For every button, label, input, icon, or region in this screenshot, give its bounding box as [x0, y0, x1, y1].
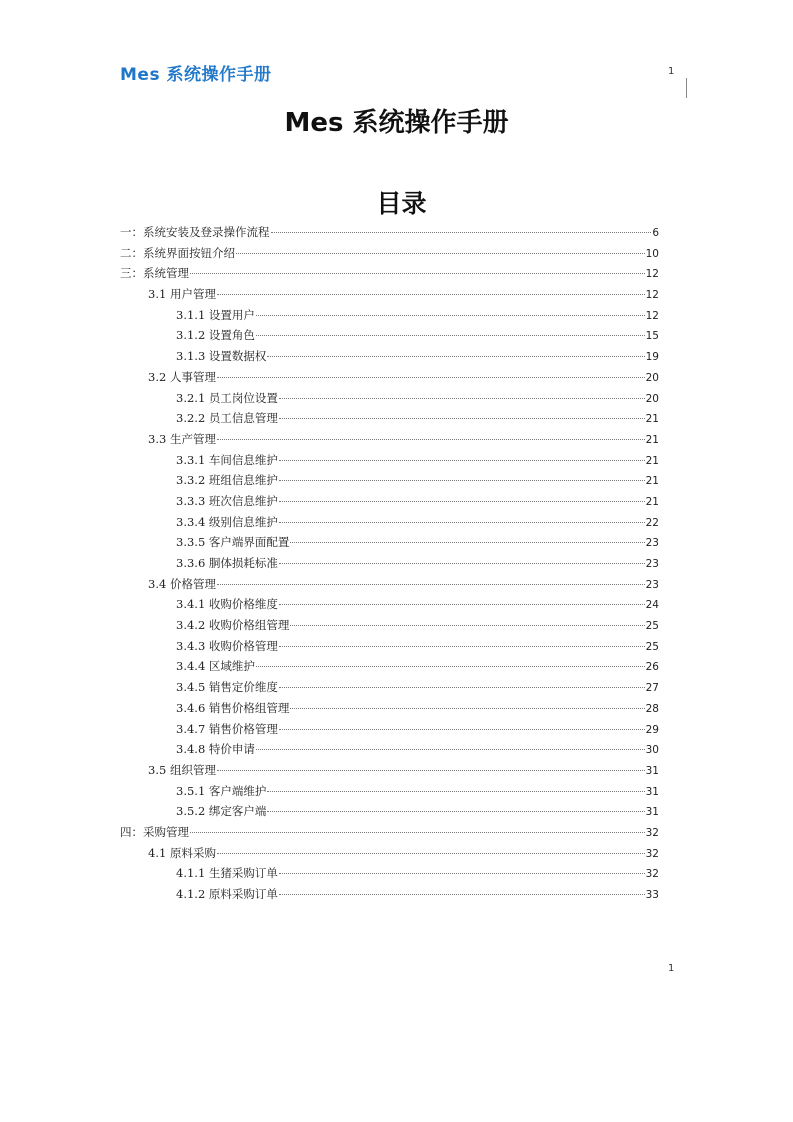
- toc-leader-dots: [279, 686, 645, 688]
- toc-entry-label: 3.3.2 班组信息维护: [176, 473, 278, 488]
- toc-entry-page: 27: [645, 682, 659, 695]
- toc-leader-dots: [271, 231, 652, 233]
- toc-entry-label: 三：系统管理: [120, 266, 189, 281]
- toc-entry-page: 26: [645, 661, 659, 674]
- toc-entry[interactable]: [120, 470, 659, 491]
- toc-leader-dots: [190, 272, 645, 274]
- toc-entry-page: 33: [645, 889, 659, 901]
- toc-entry-page: 30: [645, 744, 659, 757]
- toc-leader-dots: [290, 707, 644, 709]
- toc-heading: 目录: [376, 189, 427, 218]
- toc-entry-label: 3.1.2 设置角色: [176, 328, 255, 343]
- toc-entry[interactable]: [120, 781, 659, 802]
- toc-entry[interactable]: [120, 367, 659, 388]
- toc-entry-page: 22: [645, 516, 659, 529]
- toc-entry-label: 3.5.1 客户端维护: [176, 783, 267, 798]
- toc-entry-page: 21: [645, 475, 659, 488]
- toc-entry-page: 29: [645, 723, 659, 736]
- toc-entry-label: 3.4 价格管理: [148, 576, 216, 591]
- toc-entry-label: 3.4.1 收购价格维度: [176, 597, 278, 612]
- toc-entry-label: 4.1.1 生猪采购订单: [176, 866, 278, 881]
- toc-leader-dots: [256, 334, 645, 336]
- header-page-number: 1: [668, 66, 675, 77]
- toc-entry-label: 3.4.8 特价申请: [176, 742, 255, 757]
- toc-entry-page: 32: [645, 826, 659, 839]
- toc-leader-dots: [279, 500, 645, 502]
- toc-leader-dots: [290, 624, 644, 626]
- toc-entry[interactable]: [120, 450, 659, 471]
- toc-entry-label: 3.4.5 销售定价维度: [176, 680, 278, 695]
- toc-leader-dots: [279, 603, 645, 605]
- toc-entry[interactable]: [120, 305, 659, 326]
- toc-entry-label: 4.1.2 原料采购订单: [176, 887, 278, 901]
- table-of-contents: [120, 222, 659, 905]
- toc-entry[interactable]: [120, 677, 659, 698]
- toc-leader-dots: [279, 562, 645, 564]
- toc-leader-dots: [279, 397, 645, 399]
- header-divider: [686, 78, 687, 98]
- toc-leader-dots: [190, 831, 645, 833]
- toc-entry-label: 一：系统安装及登录操作流程: [120, 225, 270, 239]
- toc-entry[interactable]: [120, 408, 659, 429]
- toc-leader-dots: [217, 293, 645, 295]
- toc-leader-dots: [279, 459, 645, 461]
- header-title: Mes 系统操作手册: [120, 65, 272, 85]
- toc-entry[interactable]: [120, 574, 659, 595]
- toc-entry-page: 23: [645, 537, 659, 550]
- toc-entry[interactable]: [120, 429, 659, 450]
- toc-entry-label: 3.5 组织管理: [148, 762, 216, 777]
- toc-entry-page: 21: [645, 433, 659, 446]
- toc-entry-label: 二：系统界面按钮介绍: [120, 245, 235, 260]
- toc-entry-page: 21: [645, 495, 659, 508]
- toc-entry[interactable]: [120, 284, 659, 305]
- toc-leader-dots: [279, 521, 645, 523]
- footer-page-number: 1: [668, 963, 675, 974]
- toc-leader-dots: [256, 748, 645, 750]
- toc-entry[interactable]: [120, 594, 659, 615]
- toc-entry-label: 3.3 生产管理: [148, 431, 216, 446]
- toc-entry[interactable]: [120, 822, 659, 843]
- toc-entry-page: 20: [645, 392, 659, 405]
- toc-entry[interactable]: [120, 719, 659, 740]
- toc-entry-page: 20: [645, 371, 659, 384]
- toc-entry-label: 3.4.2 收购价格组管理: [176, 618, 290, 633]
- toc-entry-page: 19: [645, 351, 659, 364]
- document-title: Mes 系统操作手册: [284, 108, 509, 138]
- toc-entry-label: 3.3.3 班次信息维护: [176, 493, 278, 508]
- toc-entry-page: 12: [645, 309, 659, 322]
- toc-leader-dots: [256, 665, 645, 667]
- toc-leader-dots: [279, 893, 645, 895]
- toc-entry-page: 12: [645, 289, 659, 302]
- toc-entry-label: 3.1.3 设置数据权: [176, 349, 267, 364]
- toc-entry-label: 四：采购管理: [120, 824, 189, 839]
- toc-entry-page: 21: [645, 454, 659, 467]
- toc-entry-page: 21: [645, 413, 659, 426]
- toc-entry-label: 3.4.4 区域维护: [176, 659, 255, 674]
- toc-entry[interactable]: [120, 553, 659, 574]
- toc-entry-page: 31: [645, 764, 659, 777]
- toc-leader-dots: [217, 769, 645, 771]
- toc-entry[interactable]: [120, 388, 659, 409]
- toc-entry[interactable]: [120, 843, 659, 864]
- toc-entry[interactable]: [120, 243, 659, 264]
- toc-entry-page: 31: [645, 806, 659, 819]
- toc-entry-label: 3.4.6 销售价格组管理: [176, 700, 290, 715]
- toc-entry-label: 3.1 用户管理: [148, 287, 216, 302]
- toc-leader-dots: [256, 314, 645, 316]
- toc-entry-page: 6: [652, 227, 659, 239]
- toc-entry[interactable]: [120, 801, 659, 822]
- toc-entry[interactable]: [120, 346, 659, 367]
- toc-entry-page: 25: [645, 620, 659, 633]
- toc-leader-dots: [217, 376, 645, 378]
- toc-entry-page: 32: [645, 868, 659, 881]
- toc-entry-label: 3.4.3 收购价格管理: [176, 638, 278, 653]
- toc-entry[interactable]: [120, 491, 659, 512]
- toc-leader-dots: [267, 790, 644, 792]
- toc-leader-dots: [267, 810, 644, 812]
- toc-entry-page: 23: [645, 578, 659, 591]
- toc-entry-label: 3.2.2 员工信息管理: [176, 411, 278, 426]
- toc-entry-label: 3.2.1 员工岗位设置: [176, 390, 278, 405]
- toc-entry-page: 28: [645, 702, 659, 715]
- toc-entry-page: 12: [645, 268, 659, 281]
- toc-entry[interactable]: [120, 884, 659, 905]
- toc-leader-dots: [217, 438, 645, 440]
- toc-entry-page: 15: [645, 330, 659, 343]
- toc-leader-dots: [217, 852, 645, 854]
- toc-entry-page: 23: [645, 558, 659, 570]
- toc-entry[interactable]: [120, 739, 659, 760]
- toc-entry-page: 10: [645, 247, 659, 260]
- toc-entry[interactable]: [120, 615, 659, 636]
- toc-leader-dots: [279, 872, 645, 874]
- toc-entry-label: 3.3.6 胴体损耗标准: [176, 556, 278, 570]
- toc-entry[interactable]: [120, 656, 659, 677]
- toc-entry[interactable]: [120, 263, 659, 284]
- toc-entry[interactable]: [120, 698, 659, 719]
- toc-entry-label: 3.5.2 绑定客户端: [176, 804, 267, 819]
- toc-entry[interactable]: [120, 512, 659, 533]
- toc-entry[interactable]: [120, 222, 659, 243]
- toc-leader-dots: [290, 541, 644, 543]
- toc-leader-dots: [279, 417, 645, 419]
- toc-leader-dots: [267, 355, 644, 357]
- toc-entry-label: 3.4.7 销售价格管理: [176, 721, 278, 736]
- toc-entry-label: 3.3.4 级别信息维护: [176, 514, 278, 529]
- toc-leader-dots: [279, 645, 645, 647]
- toc-entry-page: 31: [645, 785, 659, 798]
- toc-entry-label: 3.3.5 客户端界面配置: [176, 535, 290, 550]
- toc-entry[interactable]: [120, 636, 659, 657]
- toc-leader-dots: [217, 583, 645, 585]
- toc-entry[interactable]: [120, 532, 659, 553]
- toc-entry-page: 25: [645, 640, 659, 653]
- toc-entry-page: 32: [645, 847, 659, 860]
- toc-entry-page: 24: [645, 599, 659, 612]
- toc-entry-label: 4.1 原料采购: [148, 845, 216, 860]
- toc-leader-dots: [279, 728, 645, 730]
- toc-entry-label: 3.3.1 车间信息维护: [176, 452, 278, 467]
- toc-entry[interactable]: [120, 863, 659, 884]
- toc-entry[interactable]: [120, 325, 659, 346]
- toc-entry-label: 3.2 人事管理: [148, 369, 216, 384]
- toc-entry[interactable]: [120, 760, 659, 781]
- toc-leader-dots: [236, 252, 645, 254]
- toc-leader-dots: [279, 479, 645, 481]
- toc-entry-label: 3.1.1 设置用户: [176, 307, 255, 322]
